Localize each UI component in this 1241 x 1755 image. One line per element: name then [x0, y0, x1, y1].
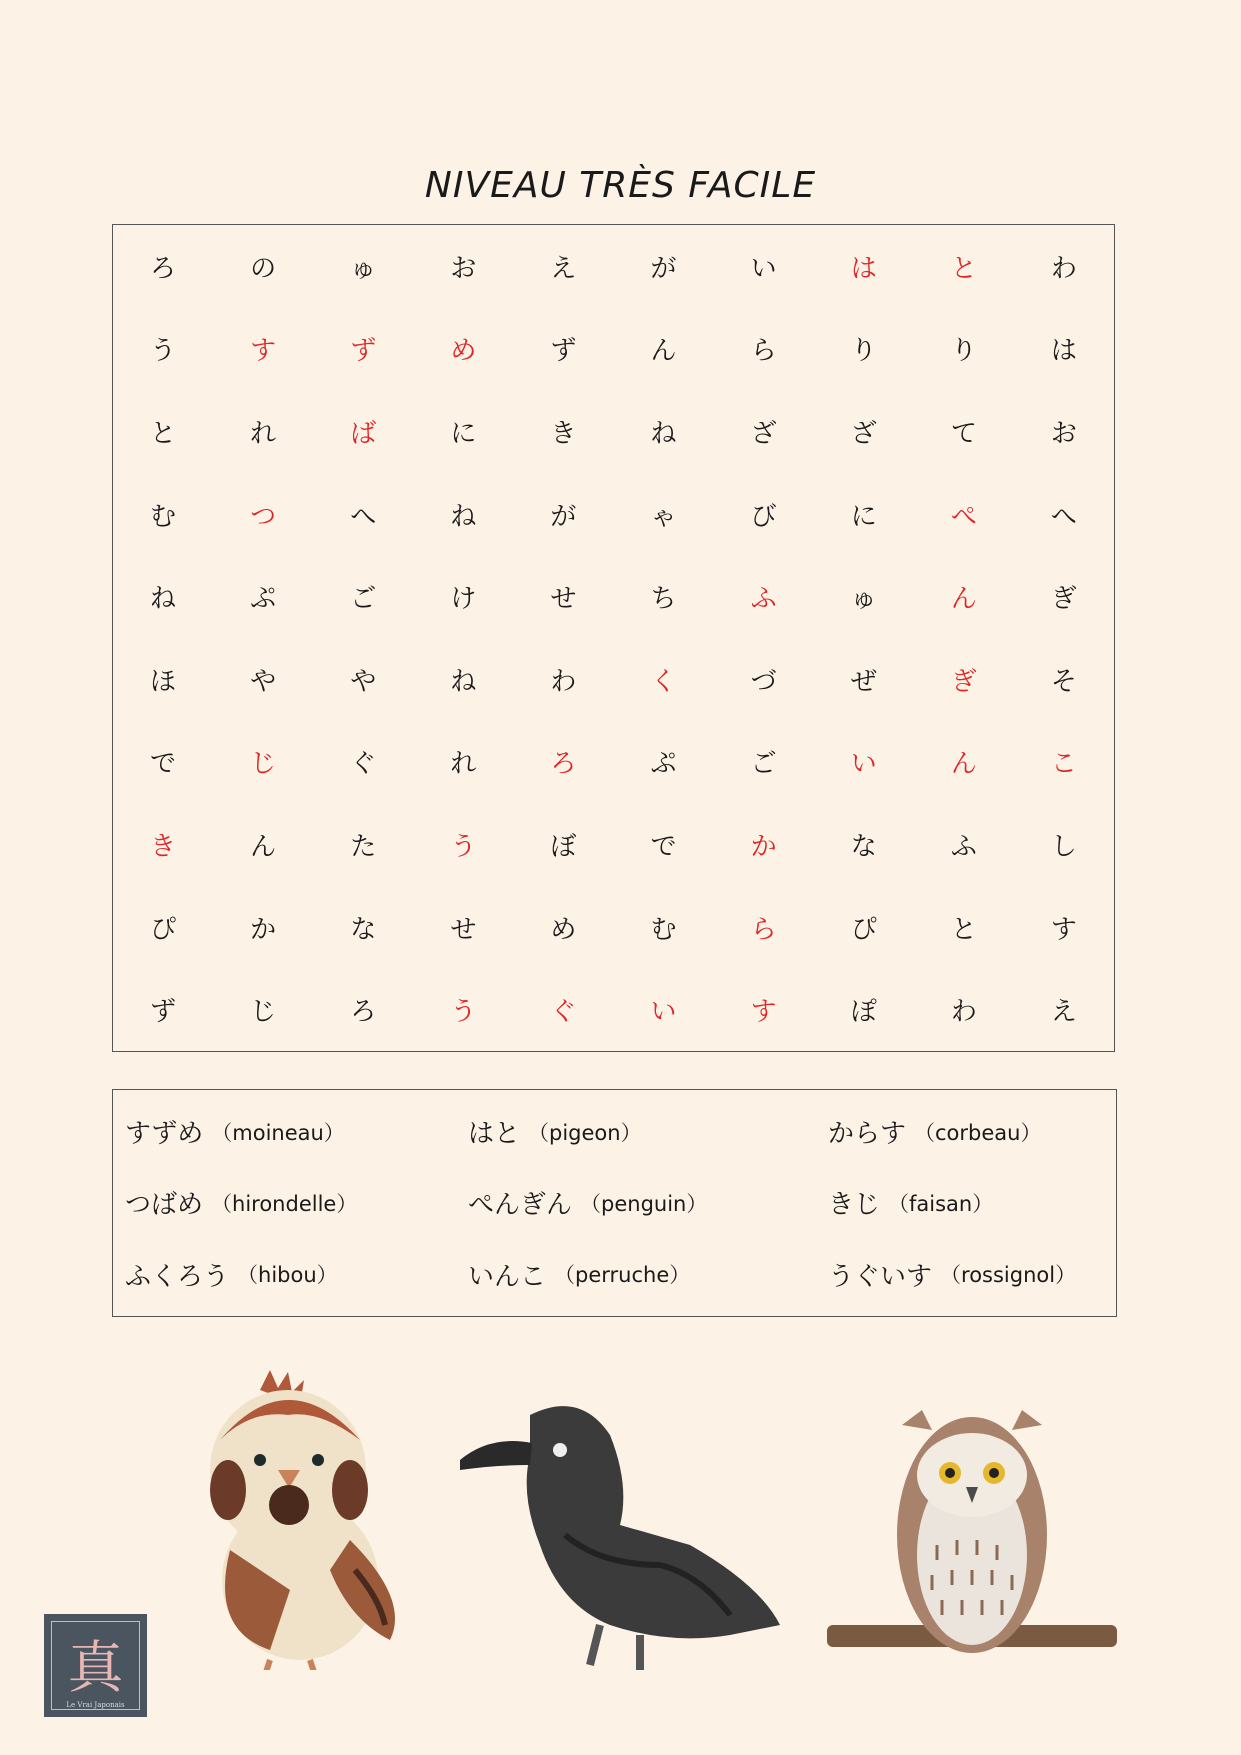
grid-cell: お [450, 253, 477, 284]
page-title: NIVEAU TRÈS FACILE [424, 165, 817, 206]
word-japanese: いんこ [468, 1261, 547, 1292]
grid-cell: ん [250, 831, 277, 862]
grid-cell: ち [650, 584, 677, 615]
grid-cell: か [250, 914, 277, 945]
grid-cell: ん [950, 749, 977, 780]
grid-cell: ゅ [850, 584, 877, 615]
word-japanese: ふくろう [125, 1261, 230, 1292]
grid-cell: ぎ [1050, 584, 1077, 615]
grid-cell: ぽ [850, 997, 877, 1028]
word-search-grid [112, 224, 1115, 1052]
grid-cell: へ [350, 501, 377, 532]
word-japanese: すずめ [125, 1119, 204, 1150]
owl-icon [822, 1405, 1122, 1665]
grid-cell: ぐ [350, 749, 377, 780]
word-item [828, 1096, 1116, 1167]
grid-cell: ぴ [850, 914, 877, 945]
grid-cell: ろ [350, 997, 377, 1028]
grid-cell: な [850, 831, 877, 862]
grid-cell: て [950, 418, 977, 449]
grid-cell: じ [250, 997, 277, 1028]
grid-cell: わ [1050, 253, 1077, 284]
grid-cell: り [950, 336, 977, 367]
grid-cell: ず [150, 997, 177, 1028]
word-japanese: はと [468, 1119, 521, 1150]
word-item [125, 1096, 468, 1167]
grid-cell: く [650, 666, 677, 697]
grid-cell: は [850, 253, 877, 284]
word-french: （moineau） [211, 1120, 345, 1145]
word-japanese: からす [828, 1119, 907, 1150]
grid-cell: ね [450, 501, 477, 532]
word-item [828, 1167, 1116, 1238]
grid-cell: わ [950, 997, 977, 1028]
grid-cell: ず [350, 336, 377, 367]
grid-cell: え [1050, 997, 1077, 1028]
grid-cell: か [750, 831, 777, 862]
word-japanese: つばめ [125, 1190, 204, 1221]
word-list [112, 1089, 1117, 1317]
grid-cell: は [1050, 336, 1077, 367]
grid-cell: ぜ [850, 666, 877, 697]
grid-cell: ご [750, 749, 777, 780]
grid-cell: ね [450, 666, 477, 697]
grid-cell: の [250, 253, 277, 284]
grid-cell: え [550, 253, 577, 284]
grid-cell: ら [750, 914, 777, 945]
grid-cell: す [1050, 914, 1077, 945]
grid-cell: や [250, 666, 277, 697]
grid-cell: ぼ [550, 831, 577, 862]
grid-cell: ご [350, 584, 377, 615]
word-item [125, 1239, 468, 1310]
grid-cell: に [850, 501, 877, 532]
grid-cell: ざ [750, 418, 777, 449]
grid-cell: ろ [150, 253, 177, 284]
grid-cell: せ [550, 584, 577, 615]
grid-cell: ん [950, 584, 977, 615]
grid-cell: に [450, 418, 477, 449]
word-french: （penguin） [580, 1191, 708, 1216]
grid-cell: へ [1050, 501, 1077, 532]
grid-cell: む [650, 914, 677, 945]
grid-cell: ふ [750, 584, 777, 615]
word-item [828, 1239, 1116, 1310]
grid-cell: と [950, 914, 977, 945]
grid-cell: ぎ [950, 666, 977, 697]
word-french: （rossignol） [940, 1263, 1077, 1288]
grid-cell: れ [250, 418, 277, 449]
grid-cell: ざ [850, 418, 877, 449]
grid-cell: う [150, 336, 177, 367]
grid-cell: ず [550, 336, 577, 367]
grid-cell: い [650, 997, 677, 1028]
logo: 真 Le Vrai Japonais [44, 1614, 147, 1717]
word-french: （faisan） [888, 1191, 994, 1216]
grid-cell: き [550, 418, 577, 449]
word-french: （corbeau） [914, 1120, 1042, 1145]
grid-cell: れ [450, 749, 477, 780]
grid-cell: じ [250, 749, 277, 780]
grid-cell: ん [650, 336, 677, 367]
word-japanese: うぐいす [828, 1261, 933, 1292]
grid-cell: で [150, 749, 177, 780]
grid-cell: な [350, 914, 377, 945]
grid-cell: で [650, 831, 677, 862]
grid-cell: ぷ [250, 584, 277, 615]
word-french: （hirondelle） [211, 1191, 358, 1216]
grid-cell: ゃ [650, 501, 677, 532]
grid-cell: め [550, 914, 577, 945]
grid-cell: ぷ [650, 749, 677, 780]
grid-cell: い [850, 749, 877, 780]
word-item [468, 1167, 828, 1238]
grid-cell: ら [750, 336, 777, 367]
grid-cell: お [1050, 418, 1077, 449]
grid-cell: が [650, 253, 677, 284]
grid-cell: け [450, 584, 477, 615]
grid-cell: す [250, 336, 277, 367]
grid-cell: こ [1050, 749, 1077, 780]
grid-cell: う [450, 831, 477, 862]
word-french: （hibou） [237, 1263, 338, 1288]
grid-cell: が [550, 501, 577, 532]
grid-cell: む [150, 501, 177, 532]
grid-cell: せ [450, 914, 477, 945]
word-item [125, 1167, 468, 1238]
grid-cell: う [450, 997, 477, 1028]
grid-cell: と [950, 253, 977, 284]
grid-cell: わ [550, 666, 577, 697]
grid-cell: め [450, 336, 477, 367]
crow-icon [460, 1395, 790, 1675]
grid-cell: り [850, 336, 877, 367]
grid-cell: ね [650, 418, 677, 449]
grid-cell: き [150, 831, 177, 862]
word-japanese: きじ [828, 1190, 881, 1221]
grid-cell: ほ [150, 666, 177, 697]
word-item [468, 1239, 828, 1310]
word-french: （perruche） [554, 1263, 691, 1288]
word-french: （pigeon） [528, 1120, 642, 1145]
word-item [468, 1096, 828, 1167]
grid-cell: し [1050, 831, 1077, 862]
grid-cell: ぺ [950, 501, 977, 532]
grid-cell: と [150, 418, 177, 449]
grid-cell: た [350, 831, 377, 862]
grid-cell: つ [250, 501, 277, 532]
grid-cell: ぐ [550, 997, 577, 1028]
grid-cell: ろ [550, 749, 577, 780]
grid-cell: そ [1050, 666, 1077, 697]
grid-cell: ふ [950, 831, 977, 862]
word-japanese: ぺんぎん [468, 1190, 573, 1221]
grid-cell: ね [150, 584, 177, 615]
grid-cell: ゅ [350, 253, 377, 284]
grid-cell: ぴ [150, 914, 177, 945]
grid-cell: び [750, 501, 777, 532]
grid-cell: い [750, 253, 777, 284]
grid-cell: ば [350, 418, 377, 449]
grid-cell: づ [750, 666, 777, 697]
grid-cell: や [350, 666, 377, 697]
grid-cell: す [750, 997, 777, 1028]
sparrow-icon [200, 1370, 410, 1670]
